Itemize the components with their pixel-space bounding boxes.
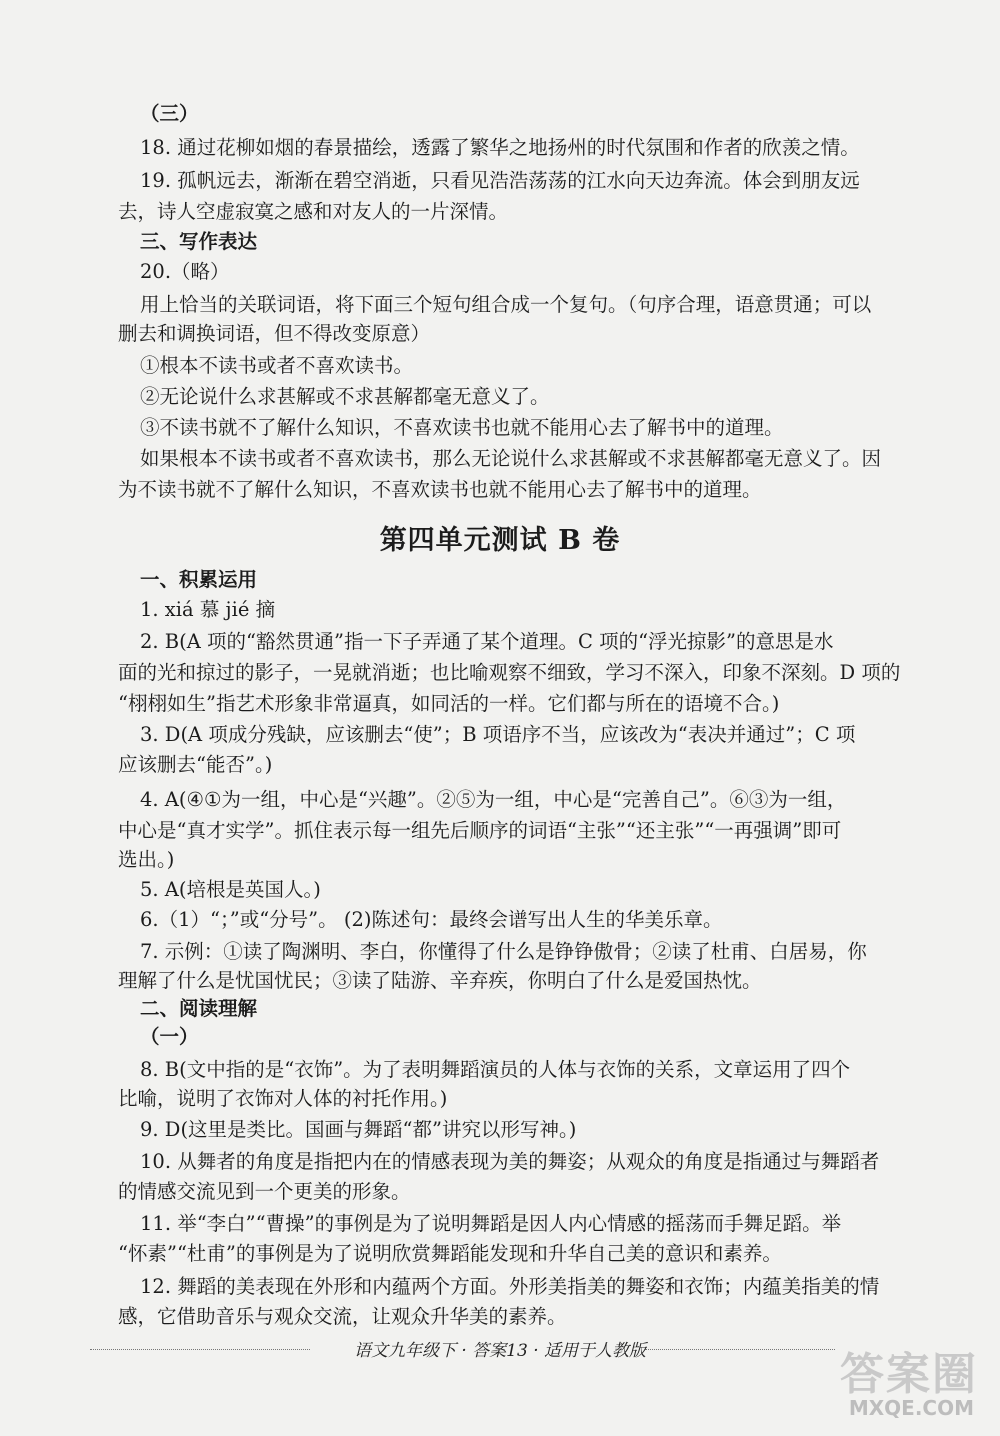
- sentence-1: ①根本不读书或者不喜欢读书。: [140, 354, 414, 377]
- answer-2-line-3: “栩栩如生”指艺术形象非常逼真，如同活的一样。它们都与所在的语境不合。): [118, 692, 780, 715]
- site-watermark: [788, 1336, 978, 1420]
- answer-3-line-2: 应该删去“能否”。): [118, 753, 273, 776]
- answer-7-line-1: 7. 示例：①读了陶渊明、李白，你懂得了什么是铮铮傲骨；②读了杜甫、白居易，你: [140, 940, 867, 963]
- answer-2-line-2: 面的光和掠过的影子，一晃就消逝；也比喻观察不细致，学习不深入，印象不深刻。D 项的: [118, 661, 901, 684]
- answer-4-line-2: 中心是“真才实学”。抓住表示每一组先后顺序的词语“主张”“还主张”“一再强调”即可: [118, 819, 842, 842]
- answer-10-line-2: 的情感交流见到一个更美的形象。: [118, 1180, 411, 1203]
- answer-8-line-2: 比喻，说明了衣饰对人体的衬托作用。): [118, 1087, 448, 1110]
- answer-6: 6.（1）“；”或“分号”。 (2)陈述句：最终会谱写出人生的华美乐章。: [140, 908, 723, 931]
- section-accumulation-heading: 一、积累运用: [140, 568, 258, 591]
- answer-1: 1. xiá 慕 jié 摘: [140, 598, 276, 621]
- answer-12-line-1: 12. 舞蹈的美表现在外形和内蕴两个方面。外形美指美的舞姿和衣饰；内蕴美指美的情: [140, 1275, 880, 1298]
- task-instruction-line-2: 删去和调换词语，但不得改变原意）: [118, 322, 431, 345]
- answer-9: 9. D(这里是类比。国画与舞蹈“都”讲究以形写神。): [140, 1118, 577, 1141]
- answer-11-line-1: 11. 举“李白”“曹操”的事例是为了说明舞蹈是因人内心情感的摇荡而手舞足蹈。举: [140, 1212, 842, 1235]
- answer-19-line-1: 19. 孤帆远去，渐渐在碧空消逝，只看见浩浩荡荡的江水向天边奔流。体会到朋友远: [140, 169, 860, 192]
- subsection-3-label: （三）: [140, 102, 199, 125]
- answer-19-line-2: 去，诗人空虚寂寞之感和对友人的一片深情。: [118, 200, 509, 223]
- watermark-logo-text: 答案圈: [840, 1349, 978, 1400]
- section-reading-heading: 二、阅读理解: [140, 997, 258, 1020]
- section-writing-heading: 三、写作表达: [140, 230, 258, 253]
- sentence-3: ③不读书就不了解什么知识，不喜欢读书也就不能用心去了解书中的道理。: [140, 416, 784, 439]
- page-footer: 语文九年级下 · 答案13 · 适用于人教版: [353, 1341, 647, 1361]
- sentence-2: ②无论说什么求甚解或不求甚解都毫无意义了。: [140, 385, 550, 408]
- combined-answer-line-2: 为不读书就不了解什么知识，不喜欢读书也就不能用心去了解书中的道理。: [118, 478, 762, 501]
- answer-8-line-1: 8. B(文中指的是“衣饰”。为了表明舞蹈演员的人体与衣饰的关系，文章运用了四个: [140, 1058, 851, 1081]
- answer-18: 18. 通过花柳如烟的春景描绘，透露了繁华之地扬州的时代氛围和作者的欣羡之情。: [140, 136, 860, 159]
- subsection-1-label: （一）: [140, 1025, 199, 1048]
- section-title: 第四单元测试 B 卷: [379, 525, 621, 556]
- task-instruction-line-1: 用上恰当的关联词语，将下面三个短句组合成一个复句。（句序合理，语意贯通；可以: [140, 293, 872, 316]
- answer-20: 20.（略）: [140, 260, 230, 283]
- answer-7-line-2: 理解了什么是忧国忧民；③读了陆游、辛弃疾，你明白了什么是爱国热忱。: [118, 969, 762, 992]
- answer-5: 5. A(培根是英国人。): [140, 878, 321, 901]
- answer-3-line-1: 3. D(A 项成分残缺，应该删去“使”；B 项语序不当，应该改为“表决并通过”；C 项: [140, 723, 856, 746]
- answer-12-line-2: 感，它借助音乐与观众交流，让观众升华美的素养。: [118, 1305, 567, 1328]
- answer-10-line-1: 10. 从舞者的角度是指把内在的情感表现为美的舞姿；从观众的角度是指通过与舞蹈者: [140, 1150, 880, 1173]
- answer-2-line-1: 2. B(A 项的“豁然贯通”指一下子弄通了某个道理。C 项的“浮光掠影”的意思是水: [140, 630, 834, 653]
- answer-11-line-2: “怀素”“杜甫”的事例是为了说明欣赏舞蹈能发现和升华自己美的意识和素养。: [118, 1242, 782, 1265]
- answer-4-line-3: 选出。): [118, 848, 175, 871]
- answer-4-line-1: 4. A(④①为一组，中心是“兴趣”。②⑤为一组，中心是“完善自己”。⑥③为一组，: [140, 788, 847, 811]
- watermark-site-url: MXQE.COM: [848, 1396, 974, 1420]
- combined-answer-line-1: 如果根本不读书或者不喜欢读书，那么无论说什么求甚解或不求甚解都毫无意义了。因: [140, 447, 882, 470]
